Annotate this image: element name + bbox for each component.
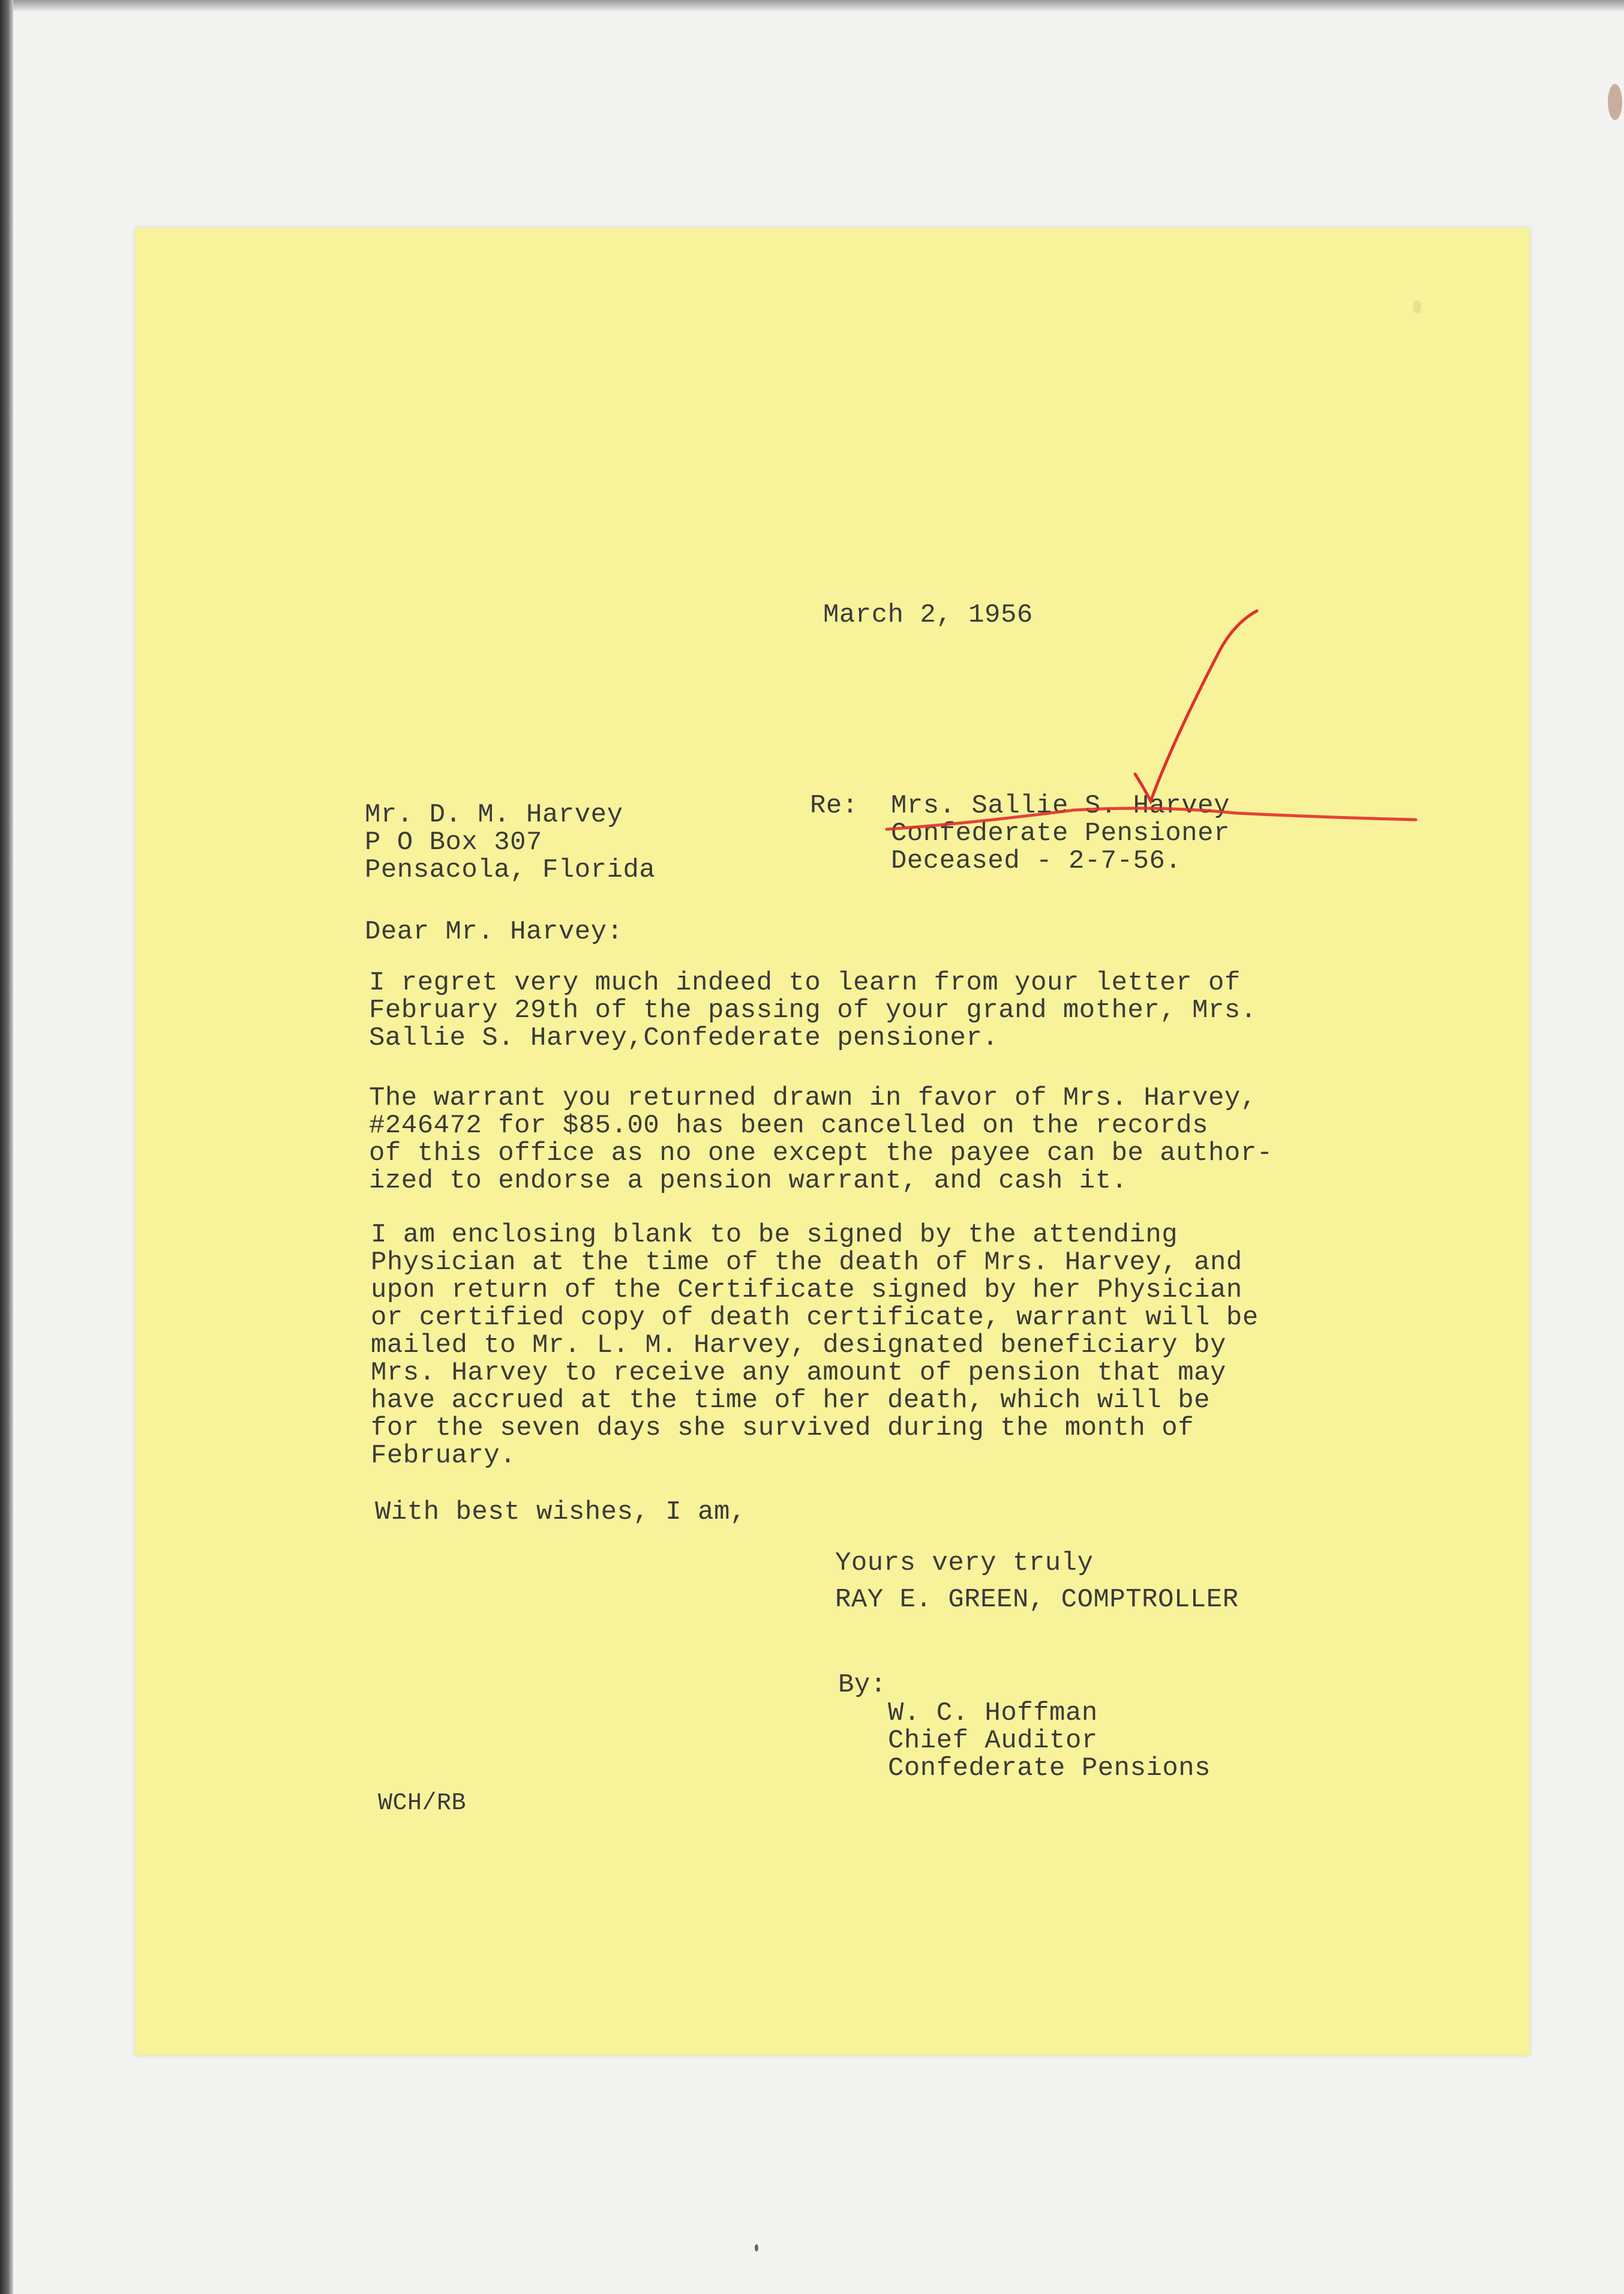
paragraph-2 [369, 1084, 1273, 1195]
re-line: Mrs. Sallie S. Harvey [891, 791, 1230, 821]
paragraph-1 [369, 969, 1257, 1052]
re-subject [891, 792, 1230, 875]
salutation: Dear Mr. Harvey: [365, 917, 623, 947]
re-line: Confederate Pensioner [891, 818, 1230, 848]
recipient-line: P O Box 307 [365, 827, 542, 857]
letter-date: March 2, 1956 [823, 600, 1033, 630]
re-line: Deceased - 2-7-56. [891, 846, 1182, 876]
paragraph-line: I am enclosing blank to be signed by the attending [371, 1220, 1178, 1250]
paragraph-line: I regret very much indeed to learn from your letter of [369, 968, 1241, 998]
by-line: Confederate Pensions [888, 1753, 1211, 1783]
paragraph-line: Mrs. Harvey to receive any amount of pension that may [371, 1358, 1226, 1388]
paragraph-line: of this office as no one except the payee can be author- [369, 1138, 1273, 1168]
paragraph-line: The warrant you returned drawn in favor of Mrs. Harvey, [369, 1083, 1257, 1113]
paragraph-line: mailed to Mr. L. M. Harvey, designated beneficiary by [371, 1330, 1226, 1360]
scan-smudge [1608, 84, 1622, 120]
paragraph-line: Physician at the time of the death of Mrs. Harvey, and [371, 1248, 1242, 1278]
scan-smudge [1413, 300, 1421, 313]
paragraph-line: Sallie S. Harvey,Confederate pensioner. [369, 1023, 999, 1053]
complimentary-close: Yours very truly [835, 1548, 1094, 1578]
recipient-line: Mr. D. M. Harvey [365, 800, 623, 830]
scan-smudge [755, 2244, 758, 2251]
paragraph-line: ized to endorse a pension warrant, and cash it. [369, 1166, 1128, 1196]
reference-initials: WCH/RB [378, 1790, 467, 1817]
paragraph-line: #246472 for $85.00 has been cancelled on the records [369, 1111, 1209, 1141]
paragraph-line: for the seven days she survived during the month of [371, 1413, 1194, 1443]
scan-edge-left [0, 0, 13, 2294]
paragraph-line: upon return of the Certificate signed by her Physician [371, 1275, 1242, 1305]
recipient-address [365, 801, 655, 884]
by-signer [888, 1699, 1211, 1782]
by-label: By: [838, 1670, 887, 1700]
paragraph-line: or certified copy of death certificate, warrant will be [371, 1303, 1259, 1333]
paragraph-line: have accrued at the time of her death, which will be [371, 1386, 1211, 1416]
recipient-line: Pensacola, Florida [365, 855, 656, 885]
scan-edge-top [0, 0, 1624, 11]
by-line: W. C. Hoffman [888, 1698, 1098, 1728]
by-line: Chief Auditor [888, 1726, 1098, 1756]
paragraph-line: February 29th of the passing of your grand mother, Mrs. [369, 995, 1257, 1025]
closing-line: With best wishes, I am, [375, 1497, 746, 1527]
re-label: Re: [810, 791, 858, 821]
paragraph-3 [371, 1221, 1259, 1470]
paragraph-line: February. [371, 1441, 517, 1471]
signer-name-title: RAY E. GREEN, COMPTROLLER [835, 1585, 1239, 1615]
